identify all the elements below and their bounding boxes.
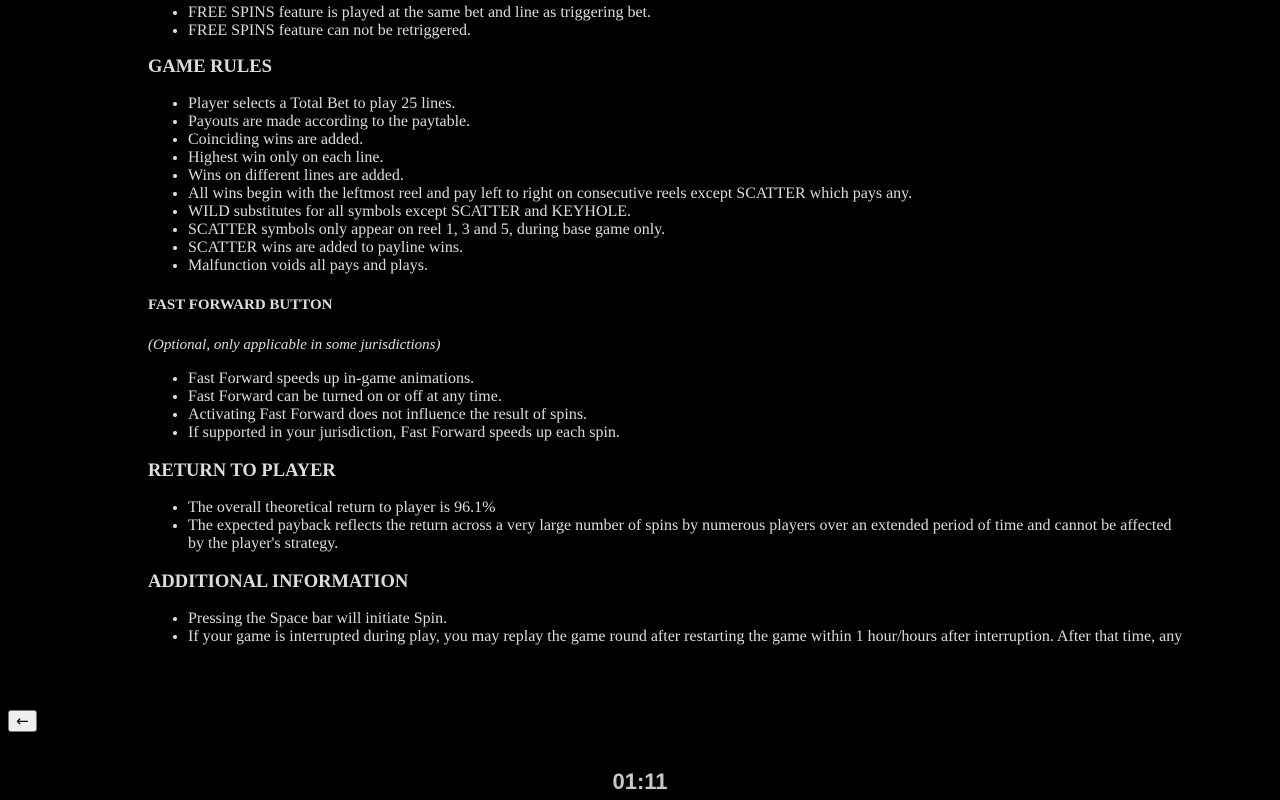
- list-item: • Fast Forward can be turned on or off at any time.: [188, 388, 1188, 406]
- additional-information-heading: ADDITIONAL INFORMATION: [148, 572, 409, 592]
- left-arrow-icon: ←: [16, 712, 29, 730]
- list-item: • Wins on different lines are added.: [188, 167, 1188, 185]
- fast-forward-list: [148, 370, 1188, 442]
- fast-forward-heading: FAST FORWARD BUTTON: [148, 297, 333, 313]
- list-item: • Player selects a Total Bet to play 25 lines.: [188, 95, 1188, 113]
- list-item: • If your game is interrupted during play, you may replay the game round after restarting the game within 1 hour/hours after interruption. After that time, any: [188, 628, 1188, 646]
- session-timer: 01:11: [612, 769, 668, 794]
- list-item: • The overall theoretical return to player is 96.1%: [188, 499, 1188, 517]
- list-item: • WILD substitutes for all symbols except SCATTER and KEYHOLE.: [188, 203, 1188, 221]
- list-item: • If supported in your jurisdiction, Fast Forward speeds up each spin.: [188, 424, 1188, 442]
- return-to-player-list: [148, 499, 1188, 553]
- list-item: • FREE SPINS feature is played at the same bet and line as triggering bet.: [188, 4, 1188, 22]
- additional-information-list: [148, 610, 1188, 646]
- list-item: • The expected payback reflects the return across a very large number of spins by numerous players over an extended period of time and cannot be affected by the player's strategy.: [188, 517, 1188, 553]
- list-item: • All wins begin with the leftmost reel and pay left to right on consecutive reels except SCATTER which pays any.: [188, 185, 1188, 203]
- list-item: • Pressing the Space bar will initiate Spin.: [188, 610, 1188, 628]
- return-to-player-heading: RETURN TO PLAYER: [148, 461, 336, 481]
- back-button[interactable]: [8, 710, 37, 732]
- rules-content: [148, 0, 1188, 646]
- list-item: • FREE SPINS feature can not be retriggered.: [188, 22, 1188, 40]
- game-rules-list: [148, 95, 1188, 275]
- list-item: • Payouts are made according to the paytable.: [188, 113, 1188, 131]
- list-item: • Coinciding wins are added.: [188, 131, 1188, 149]
- list-item: • Fast Forward speeds up in-game animations.: [188, 370, 1188, 388]
- list-item: • Activating Fast Forward does not influence the result of spins.: [188, 406, 1188, 424]
- free-spins-list: [148, 0, 1188, 40]
- list-item: • Highest win only on each line.: [188, 149, 1188, 167]
- fast-forward-note: (Optional, only applicable in some jurisdictions): [148, 337, 441, 353]
- game-rules-heading: GAME RULES: [148, 57, 272, 77]
- list-item: • SCATTER wins are added to payline wins.: [188, 239, 1188, 257]
- rules-scroll-area[interactable]: [148, 0, 1188, 665]
- list-item: • Malfunction voids all pays and plays.: [188, 257, 1188, 275]
- list-item: • SCATTER symbols only appear on reel 1, 3 and 5, during base game only.: [188, 221, 1188, 239]
